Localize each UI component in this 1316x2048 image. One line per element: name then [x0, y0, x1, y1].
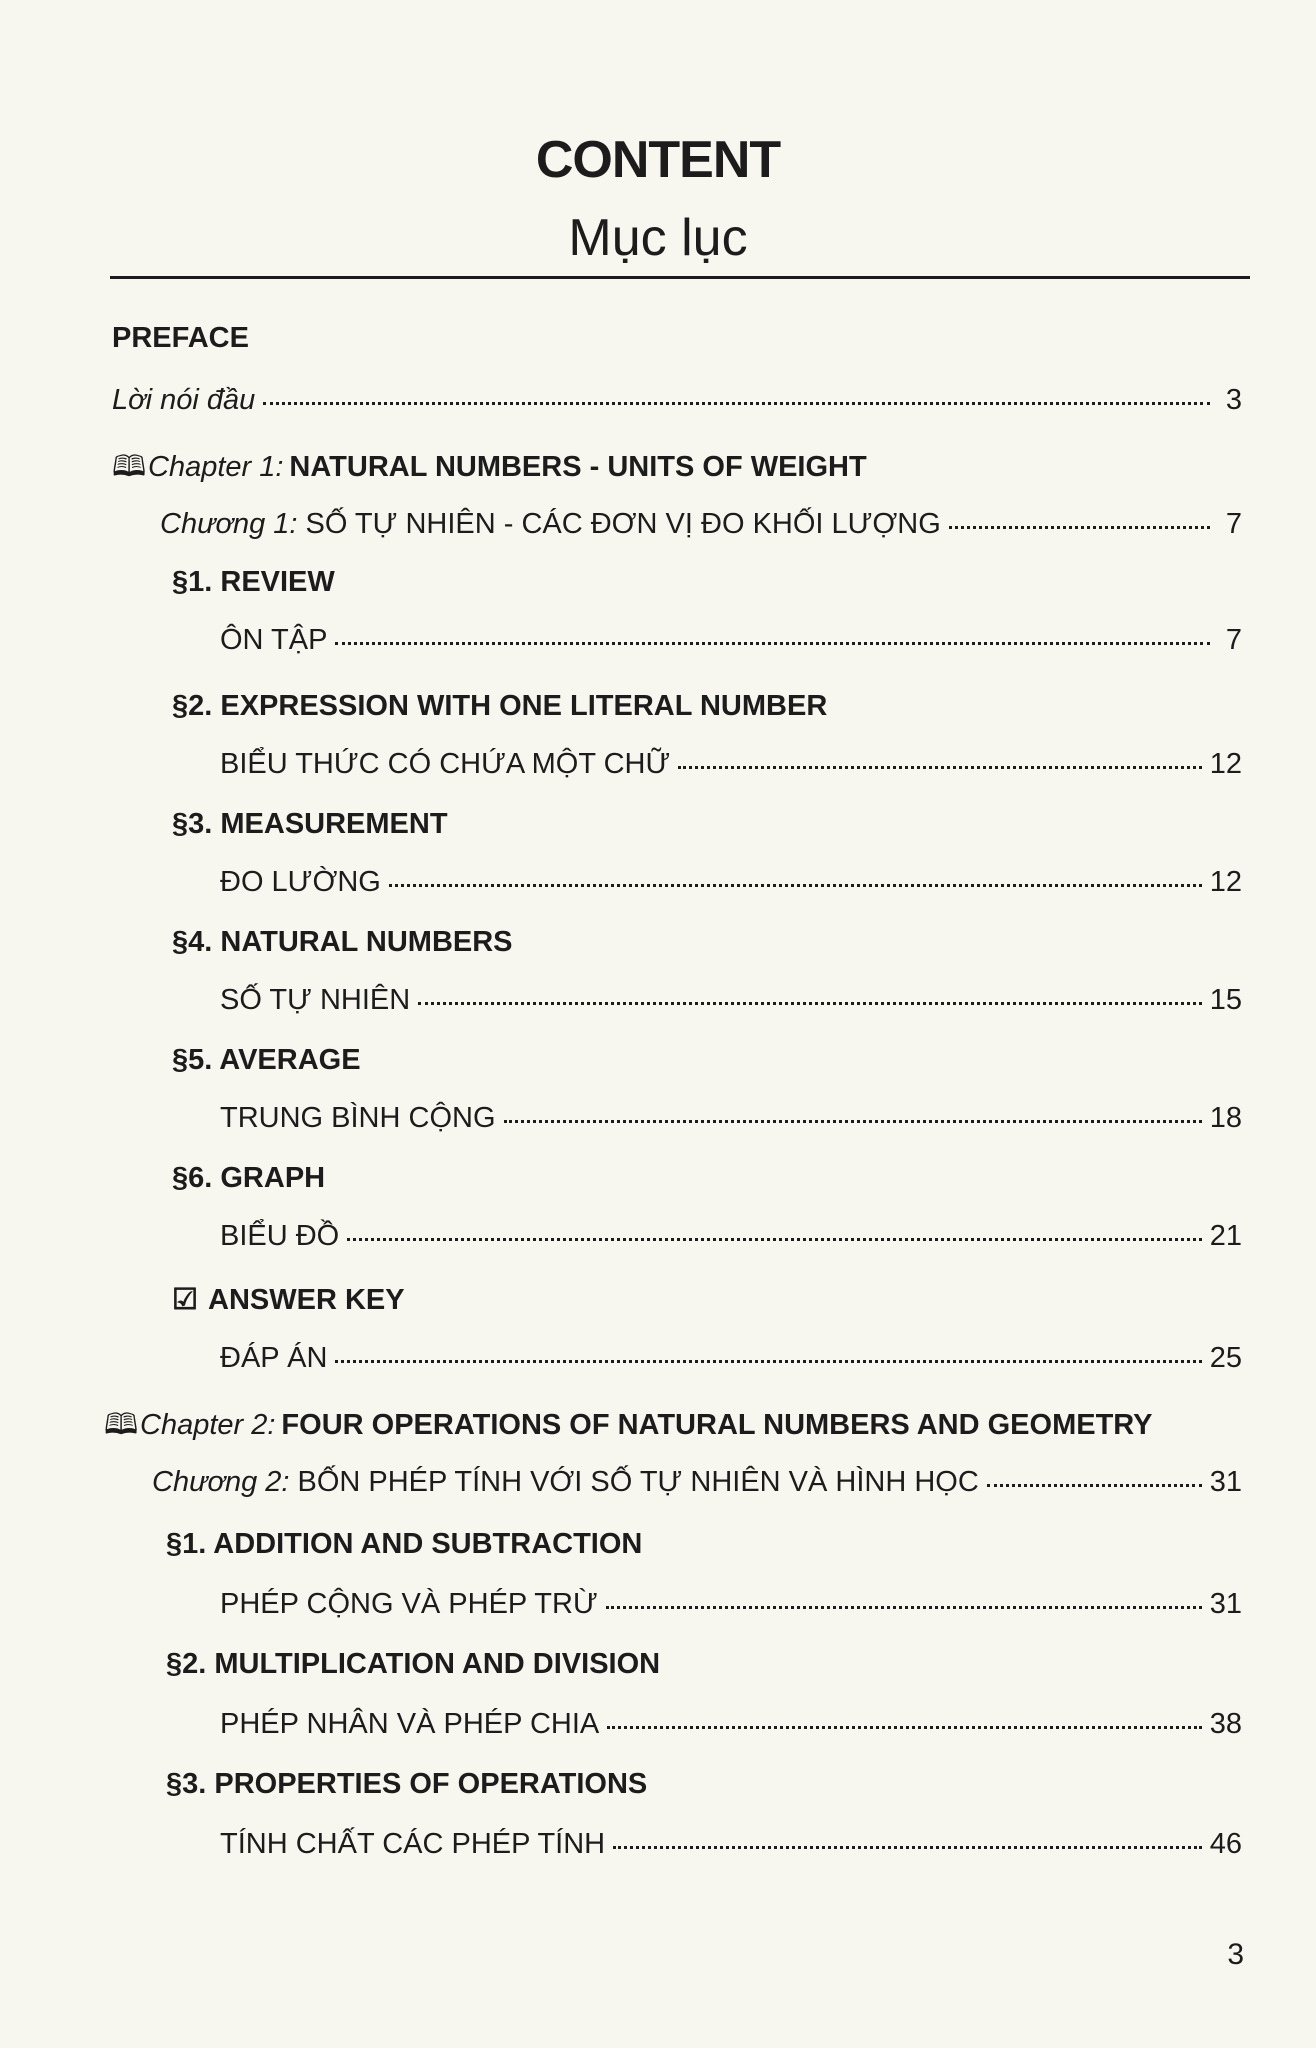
toc-entry[interactable] — [220, 1828, 1242, 1861]
entry-page: 12 — [1209, 748, 1242, 780]
chapter-label: Chapter 1: — [148, 451, 284, 483]
entry-page: 12 — [1209, 866, 1242, 898]
entry-label: TRUNG BÌNH CỘNG — [220, 1102, 496, 1134]
checkbox-icon: ☑ — [172, 1284, 198, 1316]
entry-label: TÍNH CHẤT CÁC PHÉP TÍNH — [220, 1828, 606, 1860]
chapter-2-heading — [104, 1404, 1153, 1453]
entry-label: Lời nói đầu — [112, 384, 256, 416]
toc-entry[interactable] — [220, 1220, 1242, 1253]
toc-entry[interactable] — [220, 1102, 1242, 1135]
toc-entry[interactable] — [220, 624, 1242, 657]
section-heading: §3. MEASUREMENT — [172, 808, 448, 840]
toc-entry-chapter-1[interactable] — [160, 508, 1242, 541]
dot-leader — [263, 402, 1210, 405]
entry-label: PHÉP NHÂN VÀ PHÉP CHIA — [220, 1708, 600, 1740]
dot-leader — [347, 1238, 1201, 1241]
toc-entry-preface[interactable] — [112, 384, 1242, 417]
entry-label: SỐ TỰ NHIÊN - CÁC ĐƠN VỊ ĐO KHỐI LƯỢNG — [305, 508, 941, 540]
entry-page: 46 — [1209, 1828, 1242, 1860]
dot-leader — [949, 526, 1210, 529]
entry-label: ĐO LƯỜNG — [220, 866, 381, 898]
chapter-title: NATURAL NUMBERS - UNITS OF WEIGHT — [289, 451, 867, 483]
entry-page: 7 — [1225, 624, 1242, 656]
entry-page: 15 — [1209, 984, 1242, 1016]
entry-label: BỐN PHÉP TÍNH VỚI SỐ TỰ NHIÊN VÀ HÌNH HỌC — [297, 1466, 979, 1498]
entry-label: SỐ TỰ NHIÊN — [220, 984, 411, 1016]
section-heading: §1. REVIEW — [172, 566, 335, 598]
toc-entry[interactable] — [220, 984, 1242, 1017]
entry-page: 38 — [1209, 1708, 1242, 1740]
toc-entry[interactable] — [220, 1588, 1242, 1621]
entry-label-prefix: Chương 2: — [152, 1466, 290, 1498]
chapter-1-heading — [112, 446, 867, 495]
toc-entry[interactable] — [220, 1342, 1242, 1375]
open-book-icon: 🕮 — [104, 1409, 139, 1441]
open-book-icon: 🕮 — [112, 451, 147, 483]
section-heading: §1. ADDITION AND SUBTRACTION — [166, 1528, 643, 1560]
section-heading: ANSWER KEY — [208, 1284, 405, 1316]
toc-entry[interactable] — [220, 866, 1242, 899]
dot-leader — [335, 642, 1210, 645]
page-subtitle: Mục lục — [568, 209, 748, 267]
toc-entry-chapter-2[interactable] — [152, 1466, 1242, 1499]
chapter-label: Chapter 2: — [140, 1409, 276, 1441]
entry-page: 7 — [1225, 508, 1242, 540]
section-heading: §4. NATURAL NUMBERS — [172, 926, 513, 958]
section-heading: §3. PROPERTIES OF OPERATIONS — [166, 1768, 648, 1800]
section-heading: §6. GRAPH — [172, 1162, 326, 1194]
chapter-title: FOUR OPERATIONS OF NATURAL NUMBERS AND GEOMETRY — [281, 1409, 1153, 1441]
entry-label: BIỂU THỨC CÓ CHỨA MỘT CHỮ — [220, 748, 671, 780]
entry-page: 31 — [1209, 1466, 1242, 1498]
section-heading: §2. MULTIPLICATION AND DIVISION — [166, 1648, 661, 1680]
entry-label: PHÉP CỘNG VÀ PHÉP TRỪ — [220, 1588, 598, 1620]
dot-leader — [504, 1120, 1202, 1123]
dot-leader — [613, 1846, 1202, 1849]
entry-page: 18 — [1209, 1102, 1242, 1134]
entry-page: 31 — [1209, 1588, 1242, 1620]
preface-heading: PREFACE — [112, 322, 249, 354]
answer-key-heading — [172, 1282, 405, 1317]
entry-label: ÔN TẬP — [220, 624, 328, 656]
page-number: 3 — [1227, 1938, 1244, 1971]
toc-entry[interactable] — [220, 1708, 1242, 1741]
dot-leader — [987, 1484, 1202, 1487]
dot-leader — [335, 1360, 1201, 1363]
entry-label: BIỂU ĐỒ — [220, 1220, 340, 1252]
dot-leader — [418, 1002, 1202, 1005]
toc-entry[interactable] — [220, 748, 1242, 781]
entry-page: 3 — [1225, 384, 1242, 416]
entry-label-prefix: Chương 1: — [160, 508, 298, 540]
section-heading: §2. EXPRESSION WITH ONE LITERAL NUMBER — [172, 690, 828, 722]
entry-page: 21 — [1209, 1220, 1242, 1252]
dot-leader — [607, 1726, 1201, 1729]
section-heading: §5. AVERAGE — [172, 1044, 361, 1076]
page-title: CONTENT — [535, 131, 781, 189]
dot-leader — [389, 884, 1202, 887]
entry-label: ĐÁP ÁN — [220, 1342, 328, 1374]
entry-page: 25 — [1209, 1342, 1242, 1374]
dot-leader — [606, 1606, 1202, 1609]
dot-leader — [678, 766, 1201, 769]
